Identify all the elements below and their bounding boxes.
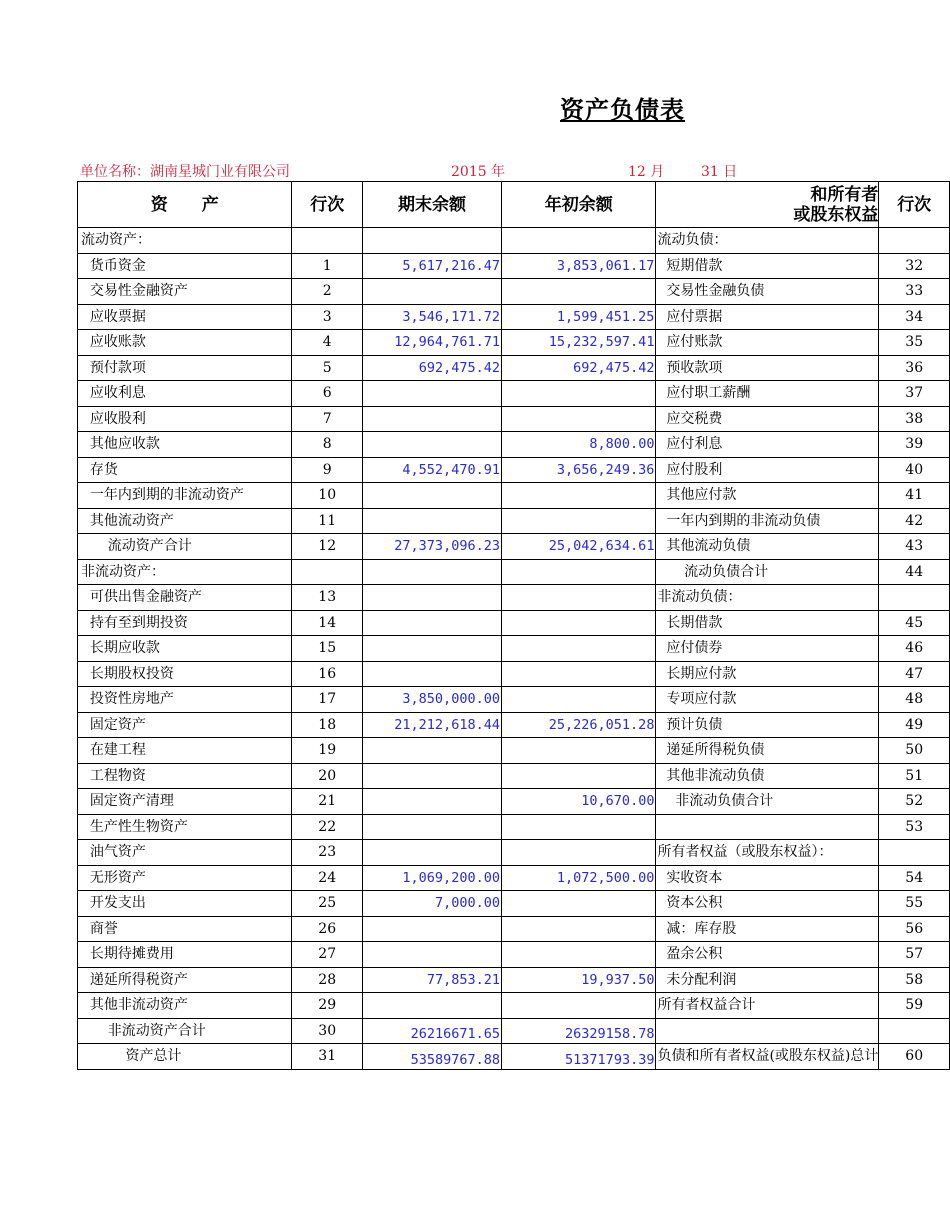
begin-balance: 51371793.39 [501, 1044, 655, 1070]
begin-balance [501, 508, 655, 534]
begin-balance [501, 279, 655, 305]
liability-line-number: 50 [879, 738, 950, 764]
line-number: 2 [292, 279, 363, 305]
line-number: 21 [292, 789, 363, 815]
end-balance [362, 840, 501, 866]
liability-line-number: 46 [879, 636, 950, 662]
liability-label: 预收款项 [656, 355, 879, 381]
liability-line-number: 60 [879, 1044, 950, 1070]
begin-balance: 8,800.00 [501, 432, 655, 458]
table-row [78, 355, 950, 381]
line-number: 29 [292, 993, 363, 1019]
liability-label: 交易性金融负债 [656, 279, 879, 305]
end-balance: 53589767.88 [362, 1044, 501, 1070]
begin-balance [501, 661, 655, 687]
begin-balance: 3,656,249.36 [501, 457, 655, 483]
liability-line-number: 52 [879, 789, 950, 815]
begin-balance [501, 228, 655, 254]
table-row [78, 763, 950, 789]
begin-balance [501, 687, 655, 713]
liability-line-number: 53 [879, 814, 950, 840]
liability-line-number: 36 [879, 355, 950, 381]
begin-balance [501, 585, 655, 611]
liability-label: 应付利息 [656, 432, 879, 458]
end-balance [362, 942, 501, 968]
asset-label: 在建工程 [78, 738, 292, 764]
end-balance: 26216671.65 [362, 1018, 501, 1044]
asset-label: 应收股利 [78, 406, 292, 432]
asset-label: 长期股权投资 [78, 661, 292, 687]
liability-label: 应付票据 [656, 304, 879, 330]
table-row [78, 559, 950, 585]
asset-label: 长期待摊费用 [78, 942, 292, 968]
line-number: 6 [292, 381, 363, 407]
line-number: 20 [292, 763, 363, 789]
liability-line-number: 33 [879, 279, 950, 305]
line-number: 7 [292, 406, 363, 432]
liability-line-number: 45 [879, 610, 950, 636]
begin-balance [501, 636, 655, 662]
line-number: 9 [292, 457, 363, 483]
end-balance: 1,069,200.00 [362, 865, 501, 891]
begin-balance [501, 840, 655, 866]
table-row [78, 406, 950, 432]
header-end-balance: 期末余额 [362, 182, 501, 228]
begin-balance: 25,226,051.28 [501, 712, 655, 738]
begin-balance: 10,670.00 [501, 789, 655, 815]
begin-balance: 19,937.50 [501, 967, 655, 993]
liability-label: 减：库存股 [656, 916, 879, 942]
asset-label: 预付款项 [78, 355, 292, 381]
asset-label: 固定资产 [78, 712, 292, 738]
end-balance [362, 610, 501, 636]
header-line-no-2: 行次 [879, 182, 950, 228]
line-number: 26 [292, 916, 363, 942]
liability-line-number: 35 [879, 330, 950, 356]
liability-line-number: 57 [879, 942, 950, 968]
begin-balance [501, 814, 655, 840]
line-number: 30 [292, 1018, 363, 1044]
liability-line-number: 39 [879, 432, 950, 458]
liability-label: 资本公积 [656, 891, 879, 917]
line-number: 12 [292, 534, 363, 560]
begin-balance [501, 406, 655, 432]
end-balance [362, 814, 501, 840]
begin-balance [501, 763, 655, 789]
line-number: 18 [292, 712, 363, 738]
table-row [78, 993, 950, 1019]
liability-line-number: 34 [879, 304, 950, 330]
liability-line-number: 32 [879, 253, 950, 279]
end-balance [362, 993, 501, 1019]
end-balance: 4,552,470.91 [362, 457, 501, 483]
liability-line-number [879, 228, 950, 254]
line-number [292, 559, 363, 585]
end-balance [362, 381, 501, 407]
table-row [78, 789, 950, 815]
liability-label: 专项应付款 [656, 687, 879, 713]
liability-line-number: 47 [879, 661, 950, 687]
line-number [292, 228, 363, 254]
table-row [78, 712, 950, 738]
liability-label: 一年内到期的非流动负债 [656, 508, 879, 534]
liability-label: 负债和所有者权益(或股东权益)总计 [656, 1044, 879, 1070]
asset-label: 流动资产合计 [78, 534, 292, 560]
end-balance [362, 432, 501, 458]
asset-label: 投资性房地产 [78, 687, 292, 713]
liability-label: 非流动负债： [656, 585, 879, 611]
header-asset: 资 产 [78, 182, 292, 228]
liability-label: 应付职工薪酬 [656, 381, 879, 407]
begin-balance [501, 916, 655, 942]
line-number: 11 [292, 508, 363, 534]
table-row [78, 253, 950, 279]
asset-label: 开发支出 [78, 891, 292, 917]
asset-label: 工程物资 [78, 763, 292, 789]
asset-label: 递延所得税资产 [78, 967, 292, 993]
liability-line-number: 42 [879, 508, 950, 534]
table-row [78, 865, 950, 891]
report-month: 12 月 [628, 164, 665, 180]
liability-line-number: 49 [879, 712, 950, 738]
asset-label: 应收利息 [78, 381, 292, 407]
liability-label: 短期借款 [656, 253, 879, 279]
report-day: 31 日 [701, 164, 738, 180]
end-balance [362, 738, 501, 764]
line-number: 25 [292, 891, 363, 917]
begin-balance [501, 738, 655, 764]
asset-label: 存货 [78, 457, 292, 483]
table-row [78, 687, 950, 713]
line-number: 22 [292, 814, 363, 840]
liability-label: 流动负债合计 [656, 559, 879, 585]
report-year: 2015 年 [451, 164, 506, 180]
liability-label [656, 814, 879, 840]
end-balance [362, 916, 501, 942]
begin-balance: 26329158.78 [501, 1018, 655, 1044]
table-row [78, 304, 950, 330]
liability-line-number: 44 [879, 559, 950, 585]
asset-label: 持有至到期投资 [78, 610, 292, 636]
line-number: 14 [292, 610, 363, 636]
table-row [78, 636, 950, 662]
liability-line-number: 55 [879, 891, 950, 917]
begin-balance: 15,232,597.41 [501, 330, 655, 356]
asset-label: 应收账款 [78, 330, 292, 356]
table-row [78, 228, 950, 254]
liability-label: 长期借款 [656, 610, 879, 636]
line-number: 1 [292, 253, 363, 279]
end-balance [362, 508, 501, 534]
liability-label: 应交税费 [656, 406, 879, 432]
table-row [78, 483, 950, 509]
line-number: 27 [292, 942, 363, 968]
asset-label: 非流动资产： [78, 559, 292, 585]
asset-label: 商誉 [78, 916, 292, 942]
balance-sheet-table [77, 181, 950, 1070]
asset-label: 油气资产 [78, 840, 292, 866]
asset-label: 生产性生物资产 [78, 814, 292, 840]
table-row [78, 738, 950, 764]
liability-line-number [879, 1018, 950, 1044]
liability-label: 长期应付款 [656, 661, 879, 687]
end-balance: 3,546,171.72 [362, 304, 501, 330]
table-row [78, 891, 950, 917]
liability-label: 其他流动负债 [656, 534, 879, 560]
begin-balance: 1,599,451.25 [501, 304, 655, 330]
line-number: 4 [292, 330, 363, 356]
begin-balance: 692,475.42 [501, 355, 655, 381]
end-balance [362, 585, 501, 611]
asset-label: 无形资产 [78, 865, 292, 891]
table-row [78, 330, 950, 356]
end-balance [362, 483, 501, 509]
liability-label: 递延所得税负债 [656, 738, 879, 764]
table-row [78, 508, 950, 534]
liability-line-number: 38 [879, 406, 950, 432]
line-number: 28 [292, 967, 363, 993]
company-name: 单位名称：湖南星城门业有限公司 [80, 164, 290, 180]
line-number: 19 [292, 738, 363, 764]
end-balance [362, 559, 501, 585]
end-balance: 77,853.21 [362, 967, 501, 993]
table-row [78, 534, 950, 560]
liability-line-number: 58 [879, 967, 950, 993]
line-number: 17 [292, 687, 363, 713]
liability-label: 流动负债： [656, 228, 879, 254]
line-number: 23 [292, 840, 363, 866]
liability-line-number: 51 [879, 763, 950, 789]
asset-label: 其他非流动资产 [78, 993, 292, 1019]
asset-label: 其他应收款 [78, 432, 292, 458]
asset-label: 应收票据 [78, 304, 292, 330]
liability-label: 未分配利润 [656, 967, 879, 993]
liability-line-number: 41 [879, 483, 950, 509]
table-row [78, 279, 950, 305]
table-row [78, 381, 950, 407]
liability-line-number [879, 840, 950, 866]
liability-label: 盈余公积 [656, 942, 879, 968]
table-row [78, 610, 950, 636]
asset-label: 资产总计 [78, 1044, 292, 1070]
liability-line-number: 40 [879, 457, 950, 483]
table-row [78, 1018, 950, 1044]
liability-label: 非流动负债合计 [656, 789, 879, 815]
line-number: 10 [292, 483, 363, 509]
begin-balance [501, 381, 655, 407]
asset-label: 可供出售金融资产 [78, 585, 292, 611]
asset-label: 非流动资产合计 [78, 1018, 292, 1044]
end-balance: 3,850,000.00 [362, 687, 501, 713]
asset-label: 长期应收款 [78, 636, 292, 662]
end-balance [362, 661, 501, 687]
end-balance [362, 636, 501, 662]
page-title: 资产负债表 [560, 95, 685, 124]
table-row [78, 585, 950, 611]
liability-label: 应付账款 [656, 330, 879, 356]
liability-label: 应付股利 [656, 457, 879, 483]
table-row [78, 967, 950, 993]
table-row [78, 432, 950, 458]
line-number: 24 [292, 865, 363, 891]
table-row [78, 661, 950, 687]
begin-balance: 1,072,500.00 [501, 865, 655, 891]
end-balance: 27,373,096.23 [362, 534, 501, 560]
liability-label: 所有者权益合计 [656, 993, 879, 1019]
begin-balance [501, 942, 655, 968]
table-row [78, 1044, 950, 1070]
table-row [78, 814, 950, 840]
end-balance [362, 789, 501, 815]
liability-line-number [879, 585, 950, 611]
line-number: 3 [292, 304, 363, 330]
liability-line-number: 54 [879, 865, 950, 891]
begin-balance [501, 610, 655, 636]
table-row [78, 457, 950, 483]
begin-balance: 25,042,634.61 [501, 534, 655, 560]
end-balance: 7,000.00 [362, 891, 501, 917]
asset-label: 交易性金融资产 [78, 279, 292, 305]
header-begin-balance: 年初余额 [501, 182, 655, 228]
end-balance [362, 228, 501, 254]
liability-label: 所有者权益（或股东权益）： [656, 840, 879, 866]
end-balance: 692,475.42 [362, 355, 501, 381]
liability-line-number: 37 [879, 381, 950, 407]
liability-label: 预计负债 [656, 712, 879, 738]
end-balance [362, 406, 501, 432]
header-liabilities [656, 182, 879, 228]
line-number: 13 [292, 585, 363, 611]
table-row [78, 840, 950, 866]
asset-label: 固定资产清理 [78, 789, 292, 815]
end-balance: 21,212,618.44 [362, 712, 501, 738]
header-liab-line1: 和所有者 [810, 184, 879, 205]
line-number: 16 [292, 661, 363, 687]
table-row [78, 942, 950, 968]
liability-line-number: 43 [879, 534, 950, 560]
line-number: 5 [292, 355, 363, 381]
line-number: 8 [292, 432, 363, 458]
table-header-row [78, 182, 950, 228]
begin-balance [501, 993, 655, 1019]
asset-label: 货币资金 [78, 253, 292, 279]
liability-label [656, 1018, 879, 1044]
asset-label: 其他流动资产 [78, 508, 292, 534]
asset-label: 一年内到期的非流动资产 [78, 483, 292, 509]
header-liab-line2: 或股东权益 [793, 204, 879, 225]
liability-label: 其他非流动负债 [656, 763, 879, 789]
begin-balance [501, 559, 655, 585]
liability-label: 其他应付款 [656, 483, 879, 509]
header-line-no: 行次 [292, 182, 363, 228]
begin-balance [501, 483, 655, 509]
liability-label: 实收资本 [656, 865, 879, 891]
liability-line-number: 56 [879, 916, 950, 942]
end-balance [362, 279, 501, 305]
line-number: 31 [292, 1044, 363, 1070]
asset-label: 流动资产： [78, 228, 292, 254]
end-balance: 5,617,216.47 [362, 253, 501, 279]
begin-balance: 3,853,061.17 [501, 253, 655, 279]
begin-balance [501, 891, 655, 917]
table-row [78, 916, 950, 942]
liability-label: 应付债券 [656, 636, 879, 662]
liability-line-number: 48 [879, 687, 950, 713]
liability-line-number: 59 [879, 993, 950, 1019]
line-number: 15 [292, 636, 363, 662]
end-balance [362, 763, 501, 789]
end-balance: 12,964,761.71 [362, 330, 501, 356]
